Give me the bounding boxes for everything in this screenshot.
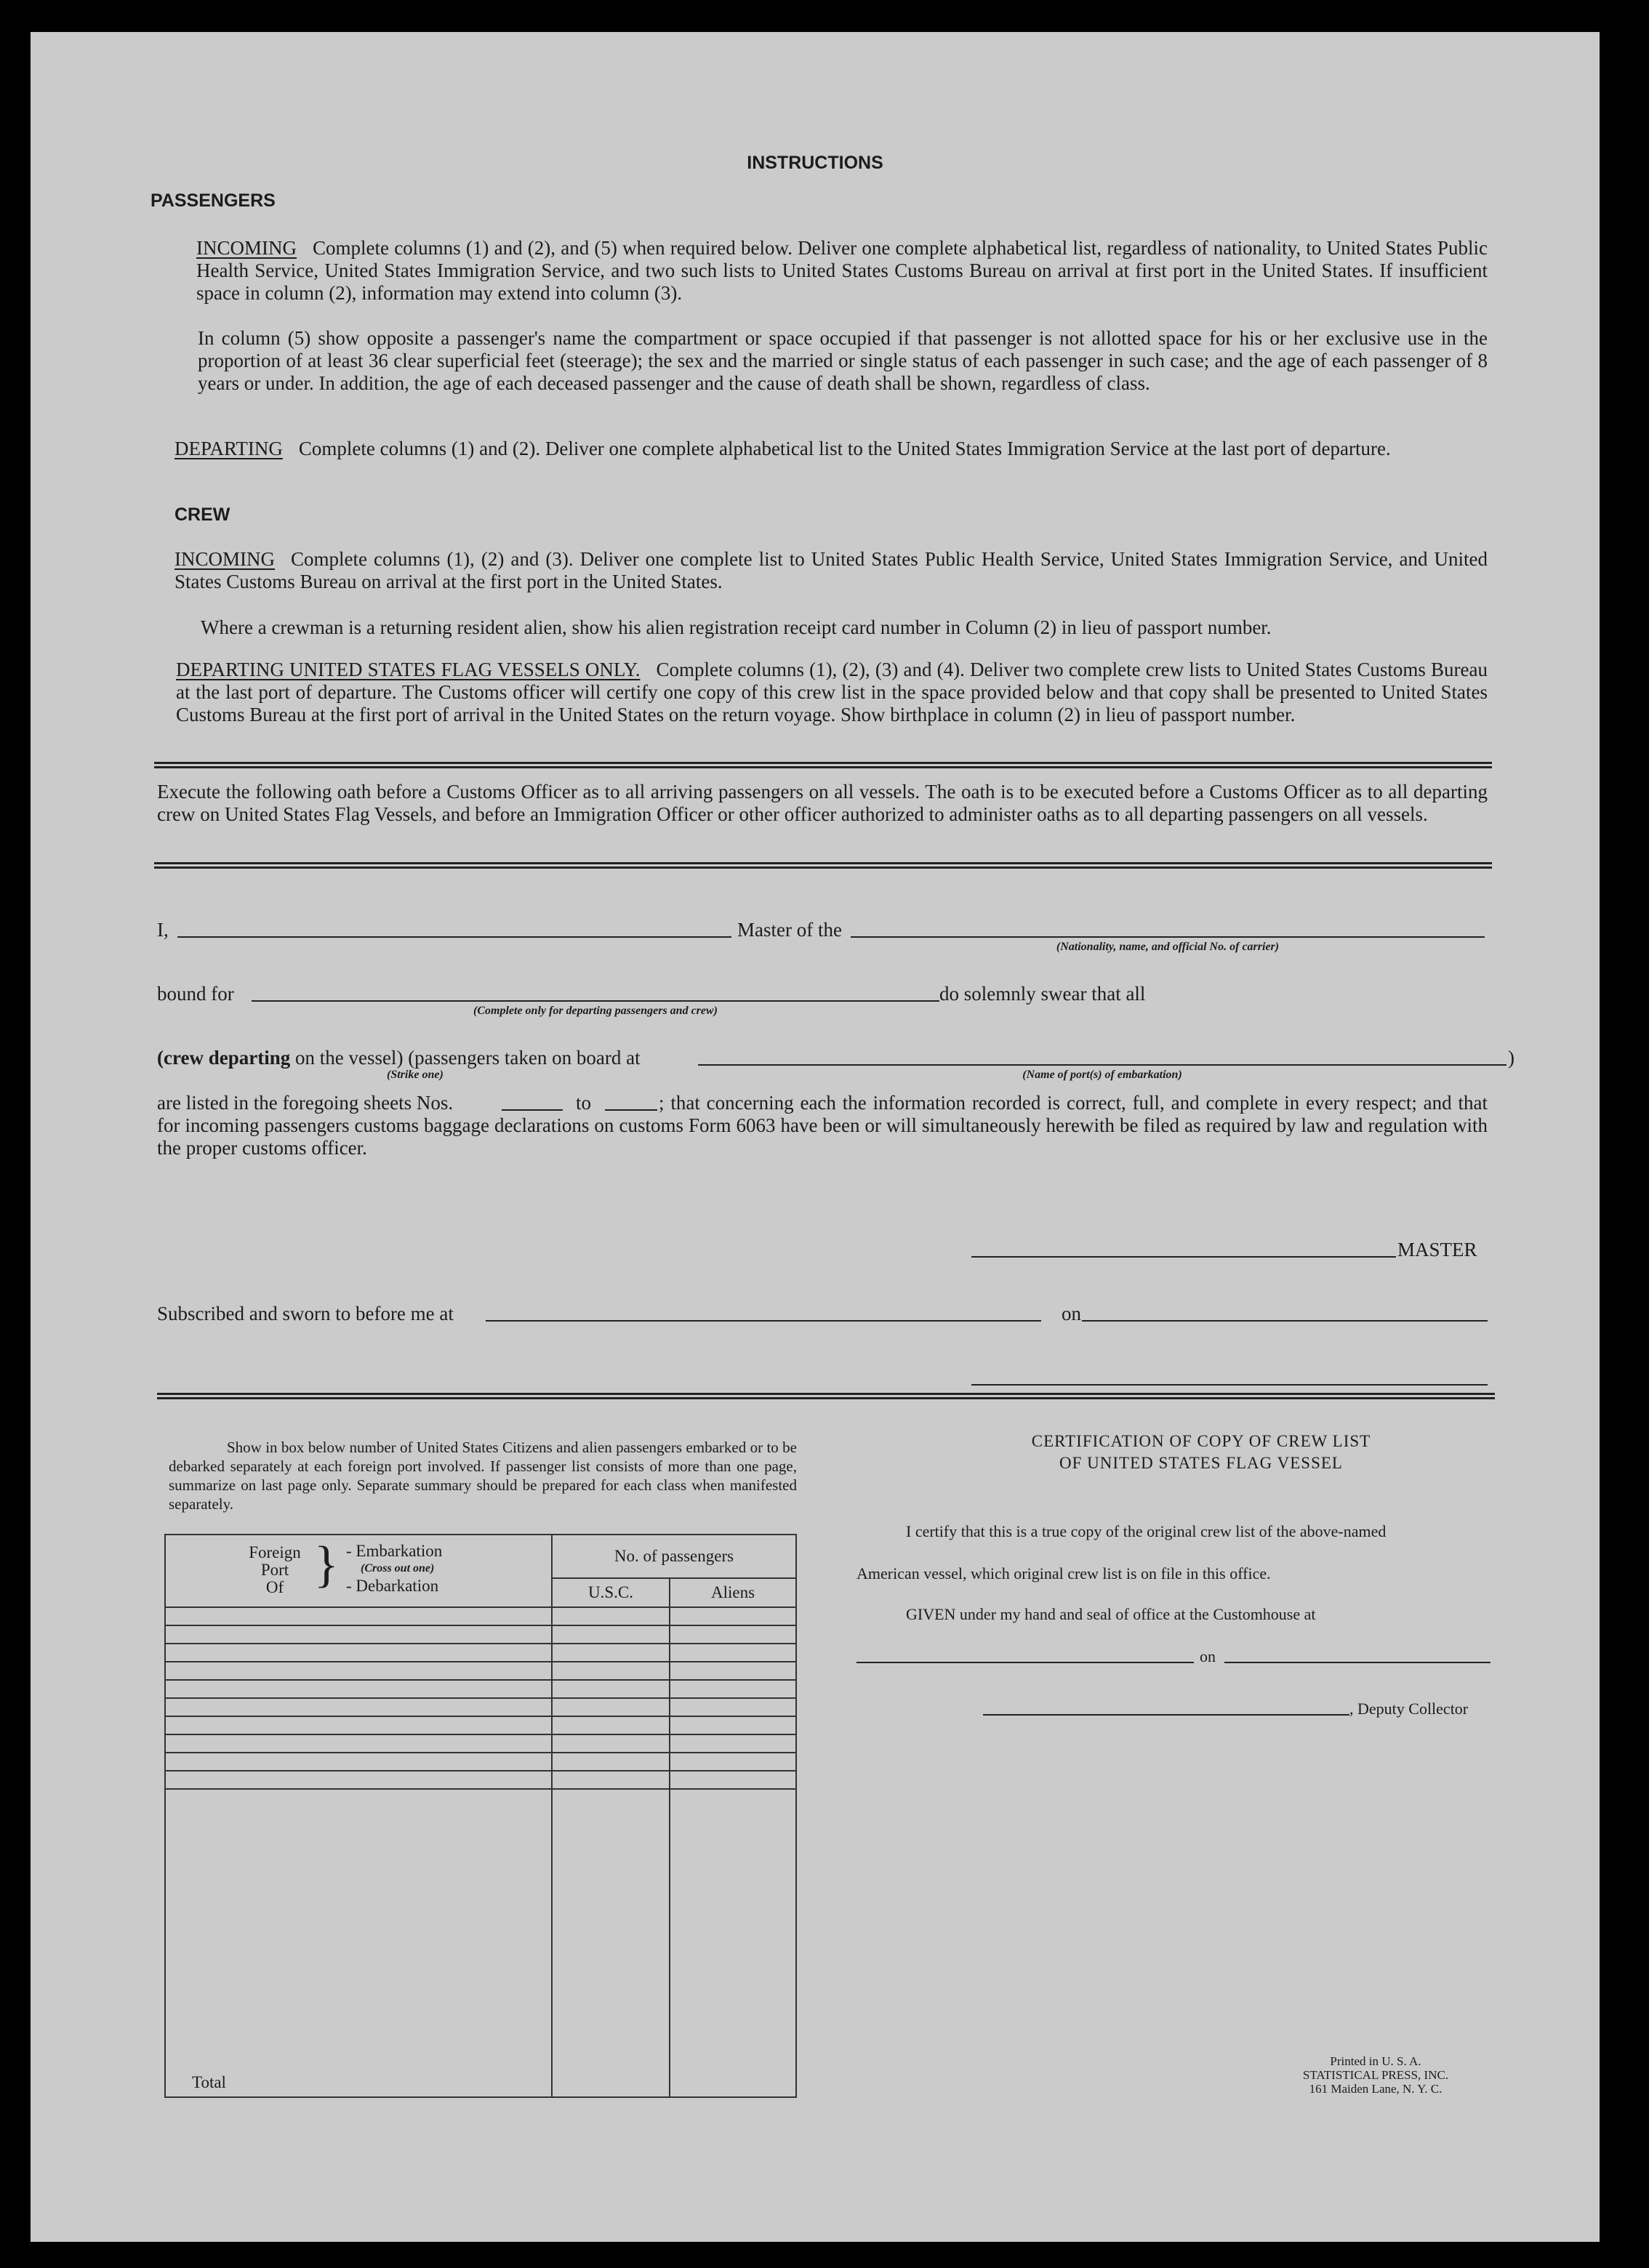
cross-out-caption: (Cross out one): [361, 1562, 435, 1575]
certify-line-2: American vessel, which original crew list is on file in this office.: [856, 1564, 1271, 1583]
close-paren: ): [1508, 1047, 1514, 1069]
strike-caption: (Strike one): [387, 1069, 444, 1081]
crew-departing-option: (crew departing: [157, 1047, 291, 1069]
carrier-field[interactable]: [851, 936, 1485, 938]
ports-caption: (Name of port(s) of embarkation): [1022, 1069, 1182, 1081]
table-row[interactable]: [165, 1753, 796, 1771]
passengers-incoming-label: INCOMING: [196, 237, 297, 259]
usc-header: U.S.C.: [552, 1578, 670, 1607]
brace-icon: }: [314, 1537, 339, 1593]
table-row[interactable]: [165, 1734, 796, 1753]
port-header-cell: [165, 1535, 552, 1607]
master-signature-label: MASTER: [1397, 1239, 1477, 1260]
printer-line-3: 161 Maiden Lane, N. Y. C.: [1309, 2082, 1443, 2096]
printer-line-2: STATISTICAL PRESS, INC.: [1302, 2068, 1449, 2082]
crew-incoming-label: INCOMING: [174, 548, 275, 570]
embarkation-ports-field[interactable]: [698, 1064, 1506, 1066]
printer-line-1: Printed in U. S. A.: [1330, 2054, 1421, 2068]
debarkation-label: - Debarkation: [346, 1577, 439, 1595]
certify-line-1: I certify that this is a true copy of the original crew list of the above-named: [906, 1522, 1387, 1540]
bound-for-caption: (Complete only for departing passengers and crew): [473, 1005, 718, 1017]
passengers-departing-paragraph: [174, 438, 1488, 460]
no-passengers-header: No. of passengers: [552, 1535, 796, 1578]
passengers-departing-text: Complete columns (1) and (2). Deliver one complete alphabetical list to the United States Immigration Service at the last port of departure.: [298, 438, 1391, 459]
passengers-incoming-paragraph: [196, 237, 1488, 305]
strike-one-line: [157, 1047, 641, 1069]
printer-imprint: [1267, 2054, 1485, 2096]
certification-heading-1: CERTIFICATION OF COPY OF CREW LIST: [1031, 1432, 1371, 1450]
crew-incoming-text: Complete columns (1), (2) and (3). Deliver one complete list to United States Public Health Service, United States Immigration Service, and United States Customs Bureau on arrival at the first port in the United States.: [174, 548, 1488, 592]
passengers-departing-label: DEPARTING: [174, 438, 283, 459]
subscribed-place-field[interactable]: [486, 1320, 1041, 1322]
officer-signature-field[interactable]: [971, 1384, 1488, 1386]
listed-a: are listed in the foregoing sheets Nos.: [157, 1092, 454, 1114]
port-label: Port: [260, 1561, 289, 1579]
table-row[interactable]: [165, 1771, 796, 1789]
table-row[interactable]: [165, 1662, 796, 1680]
total-label: Total: [165, 1789, 552, 2097]
certification-heading-2: OF UNITED STATES FLAG VESSEL: [1059, 1454, 1343, 1472]
bound-for-field[interactable]: [252, 1000, 939, 1002]
summary-instructions: Show in box below number of United States Citizens and alien passengers embarked or to be debarked separately at each foreign port involved. If passenger list consists of more than one page, summarize on last page only. Separate summary should be prepared for each class when manifested separately.: [169, 1439, 797, 1513]
divider: [154, 862, 1492, 869]
oath-intro: Execute the following oath before a Customs Officer as to all arriving passengers on all vessels. The oath is to be executed before a Customs Officer as to all departing crew on United States Flag Vessels, and before an Immigration Officer or other officer authorized to administer oaths as to all departing passengers on all vessels.: [157, 781, 1488, 825]
master-of-label: Master of the: [737, 919, 842, 941]
column5-paragraph: In column (5) show opposite a passenger's name the compartment or space occupied if that passenger is not allotted space for his or her exclusive use in the proportion of at least 36 clear superficial feet (steerage); the sex and the married or single status of each passenger in such case; and the age of each passenger of 8 years or under. In addition, the age of each deceased passenger and the cause of death shall be shown, regardless of class.: [198, 327, 1488, 394]
form-sheet: [31, 32, 1600, 2242]
certification-on-label: on: [1200, 1647, 1216, 1665]
oath-i-label: I,: [157, 919, 169, 941]
divider: [154, 762, 1492, 768]
table-row[interactable]: [165, 1716, 796, 1734]
crew-departing-text: Complete columns (1), (2), (3) and (4). Deliver two complete crew lists to United States Customs Bureau at the last port of departure. The Customs officer will certify one copy of this crew list in the space provided below and that copy shall be presented to United States Customs Bureau at the first port of arrival in the United States on the return voyage. Show birthplace in column (2) in lieu of passport number.: [176, 659, 1488, 725]
subscribed-on-label: on: [1062, 1303, 1081, 1324]
certification-heading: [874, 1431, 1528, 1474]
table-row[interactable]: [165, 1644, 796, 1662]
foreign-label: Foreign: [249, 1543, 301, 1561]
master-signature-field[interactable]: [971, 1256, 1396, 1258]
aliens-header: Aliens: [670, 1578, 796, 1607]
certification-date-field[interactable]: [1224, 1662, 1490, 1663]
divider: [157, 1393, 1495, 1399]
passengers-heading: PASSENGERS: [151, 190, 276, 211]
table-row[interactable]: [165, 1625, 796, 1644]
page-title: INSTRUCTIONS: [747, 153, 883, 173]
crew-departing-paragraph: [176, 659, 1488, 726]
crew-alien-paragraph: Where a crewman is a returning resident alien, show his alien registration receipt card number in Column (2) in lieu of passport number.: [201, 616, 1272, 638]
table-row[interactable]: [165, 1698, 796, 1716]
subscribed-date-field[interactable]: [1082, 1320, 1488, 1322]
total-row[interactable]: [165, 1789, 796, 2097]
deputy-signature-field[interactable]: [983, 1714, 1349, 1716]
of-label: Of: [265, 1578, 284, 1596]
crew-departing-label: DEPARTING UNITED STATES FLAG VESSELS ONLY.: [176, 659, 641, 680]
passengers-incoming-text: Complete columns (1) and (2), and (5) when required below. Deliver one complete alphabetical list, regardless of nationality, to United States Public Health Service, United States Immigration Service, and two such lists to United States Customs Bureau on arrival at first port in the United States. If insufficient space in column (2), information may extend into column (3).: [196, 237, 1488, 304]
bound-for-label: bound for: [157, 983, 234, 1005]
crew-heading: CREW: [174, 504, 230, 525]
on-vessel-text: on the vessel): [294, 1047, 404, 1069]
taken-on-board-text: (passengers taken on board at: [408, 1047, 641, 1069]
passenger-summary-table: [164, 1534, 797, 2098]
customhouse-field[interactable]: [856, 1662, 1194, 1663]
swear-label: do solemnly swear that all: [939, 983, 1146, 1005]
table-row[interactable]: [165, 1607, 796, 1625]
master-name-field[interactable]: [177, 936, 731, 938]
listed-b: ; that concerning each the information recorded is correct, full, and complete in every respect; and that for incoming passengers customs baggage declarations on customs Form 6063 have been or will simultaneously herewith be filed as required by law and regulation with the proper customs officer.: [157, 1092, 1488, 1159]
listed-to: to: [576, 1092, 592, 1114]
deputy-collector-label: , Deputy Collector: [1349, 1700, 1469, 1718]
embarkation-label: - Embarkation: [346, 1542, 443, 1560]
crew-incoming-paragraph: [174, 548, 1488, 593]
carrier-caption: (Nationality, name, and official No. of carrier): [1056, 941, 1280, 953]
given-line: GIVEN under my hand and seal of office at the Customhouse at: [906, 1605, 1316, 1623]
table-row[interactable]: [165, 1680, 796, 1698]
subscribed-label: Subscribed and sworn to before me at: [157, 1303, 454, 1324]
